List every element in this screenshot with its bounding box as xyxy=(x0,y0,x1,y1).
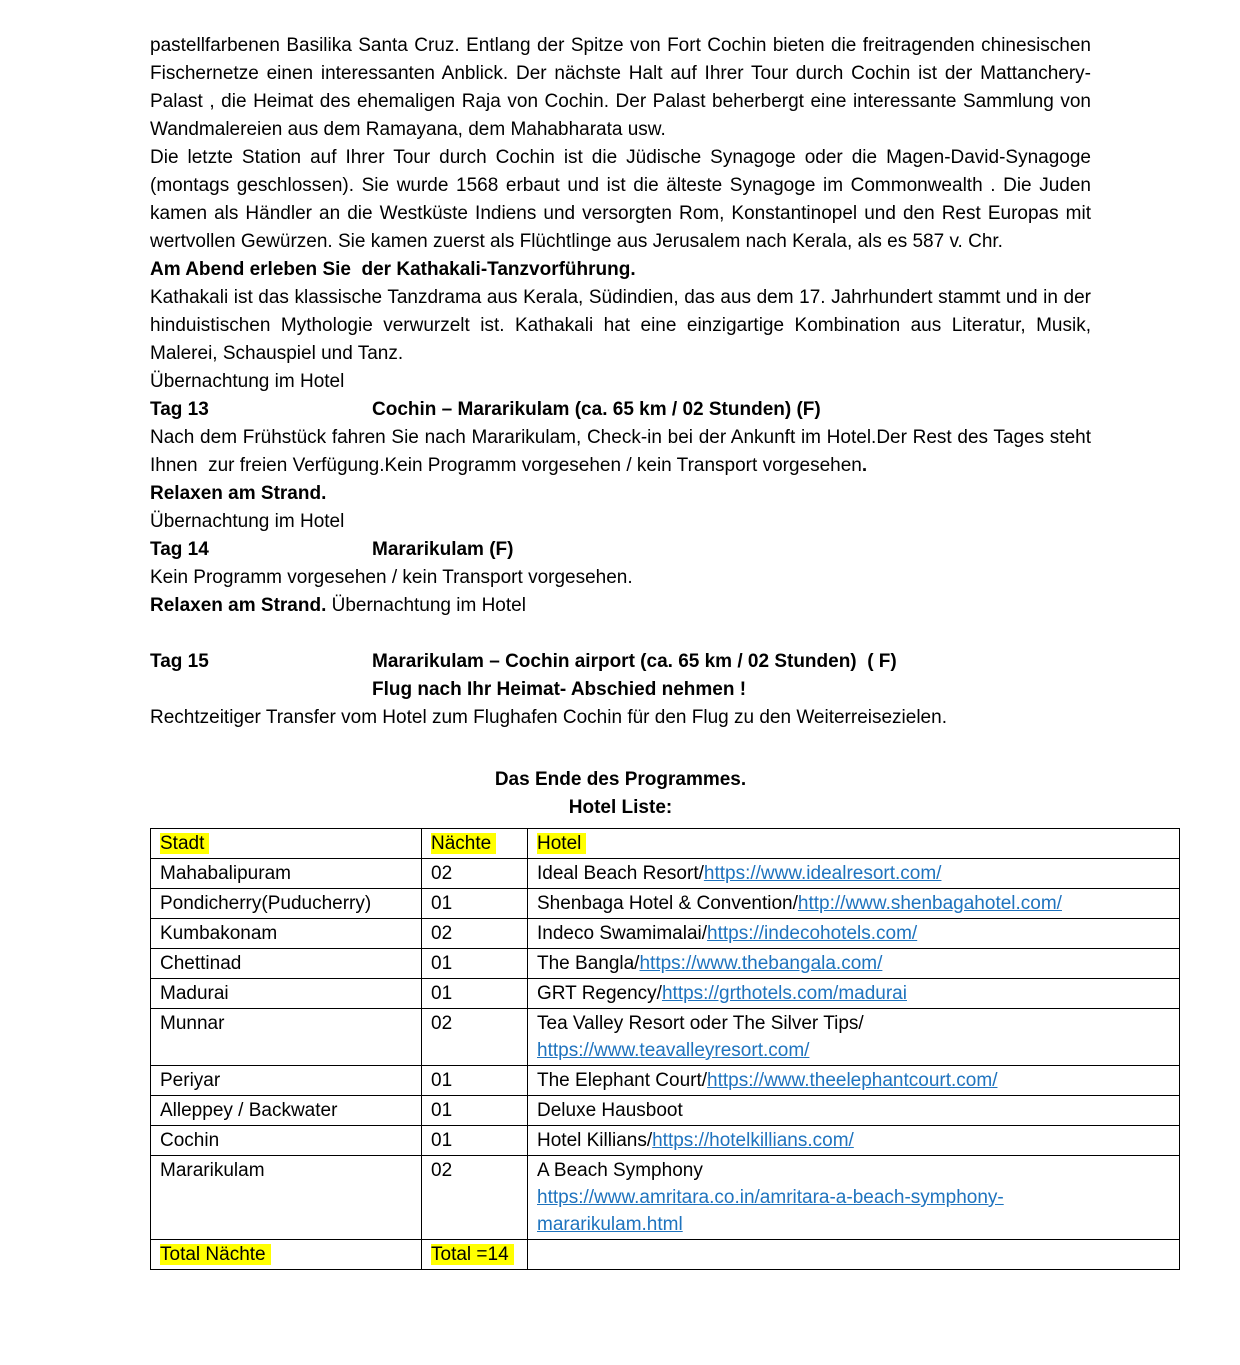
hotel-table-row xyxy=(151,859,1180,889)
hotel-name-line xyxy=(537,1097,1170,1124)
hotel-name-line xyxy=(537,1067,1170,1094)
spacer xyxy=(150,732,1091,760)
nights-text: 01 xyxy=(431,1070,453,1091)
nights-text: 02 xyxy=(431,923,453,944)
hotel-cell xyxy=(528,889,1180,919)
hotel-name-text: A Beach Symphony xyxy=(537,1160,703,1181)
day13-overnight-note: Übernachtung im Hotel xyxy=(150,511,345,532)
hotel-name-text: The Bangla/ xyxy=(537,953,640,974)
hotel-table-row xyxy=(151,949,1180,979)
nights-text: 01 xyxy=(431,1130,453,1151)
intro-paragraph-synagogue: Die letzte Station auf Ihrer Tour durch Cochin ist die Jüdische Synagoge oder die Magen-David-Synagoge (montags geschlossen). Sie wurde 1568 erbaut und ist die älteste Synagoge im Commonwealth . Die Juden kamen als Händler an die Westküste Indiens und versorgten Rom, Konstantinopel und den Rest Europas mit wertvollen Gewürzen. Sie kamen zuerst als Flüchtlinge aus Jerusalem nach Kerala, als es 587 v. Chr. xyxy=(150,147,1091,252)
itinerary-text-column xyxy=(150,32,1091,822)
hotel-name-line xyxy=(537,1157,1170,1184)
hotel-name-line xyxy=(537,890,1170,917)
hotel-cell xyxy=(528,979,1180,1009)
nights-text: 01 xyxy=(431,983,453,1004)
total-label-text: Total Nächte xyxy=(160,1244,271,1265)
city-text: Kumbakonam xyxy=(160,923,278,944)
nights-text: 01 xyxy=(431,893,453,914)
nights-text: 01 xyxy=(431,953,453,974)
total-empty-cell xyxy=(528,1240,1180,1270)
city-text: Alleppey / Backwater xyxy=(160,1100,338,1121)
hotel-cell xyxy=(528,859,1180,889)
hotel-table-row xyxy=(151,979,1180,1009)
nights-cell xyxy=(422,979,528,1009)
hotel-name-text: Hotel Killians/ xyxy=(537,1130,653,1151)
hotel-table-row xyxy=(151,889,1180,919)
hotel-table-header-row xyxy=(151,829,1180,859)
city-text: Periyar xyxy=(160,1070,221,1091)
hotel-name-text: Deluxe Hausboot xyxy=(537,1100,683,1121)
hotel-link[interactable]: http://www.shenbagahotel.com/ xyxy=(797,893,1062,914)
hotel-link[interactable]: https://www.teavalleyresort.com/ xyxy=(537,1040,810,1061)
total-nights-text: Total =14 xyxy=(431,1244,514,1265)
city-text: Madurai xyxy=(160,983,229,1004)
hotel-link[interactable]: https://indecohotels.com/ xyxy=(707,923,918,944)
header-city-text: Stadt xyxy=(160,833,209,854)
day14-overnight-note: Übernachtung im Hotel xyxy=(326,595,526,616)
program-end-line: Das Ende des Programmes. xyxy=(494,769,747,790)
nights-text: 02 xyxy=(431,1160,453,1181)
hotel-link[interactable]: mararikulam.html xyxy=(537,1214,683,1235)
city-cell xyxy=(151,1126,422,1156)
nights-cell xyxy=(422,889,528,919)
hotel-cell xyxy=(528,949,1180,979)
city-text: Pondicherry(Puducherry) xyxy=(160,893,372,914)
hotel-link[interactable]: https://www.theelephantcourt.com/ xyxy=(707,1070,998,1091)
day15-body-paragraph: Rechtzeitiger Transfer vom Hotel zum Flughafen Cochin für den Flug zu den Weiterreisezielen. xyxy=(150,707,947,728)
day13-relax-note: Relaxen am Strand. xyxy=(150,483,327,504)
evening-kathakali-heading: Am Abend erleben Sie der Kathakali-Tanzvorführung. xyxy=(150,259,636,280)
city-text: Mahabalipuram xyxy=(160,863,291,884)
nights-cell xyxy=(422,1156,528,1240)
header-nights-text: Nächte xyxy=(431,833,496,854)
header-cell-city xyxy=(151,829,422,859)
day13-body-text: Nach dem Frühstück fahren Sie nach Mararikulam, Check-in bei der Ankunft im Hotel.Der Rest des Tages steht Ihnen zur freien Verfügung.Kein Programm vorgesehen / kein Transport vorgesehen xyxy=(150,427,1091,476)
hotel-list-heading: Hotel Liste: xyxy=(568,797,673,818)
hotel-link[interactable]: https://hotelkillians.com/ xyxy=(652,1130,854,1151)
header-cell-hotel xyxy=(528,829,1180,859)
hotel-table xyxy=(150,828,1180,1270)
intro-paragraph-cochin-tour: pastellfarbenen Basilika Santa Cruz. Entlang der Spitze von Fort Cochin bieten die freitragenden chinesischen Fischernetze einen interessanten Anblick. Der nächste Halt auf Ihrer Tour durch Cochin ist der Mattanchery-Palast , die Heimat des ehemaligen Raja von Cochin. Der Palast beherbergt eine interessante Sammlung von Wandmalereien aus dem Ramayana, dem Mahabharata usw. xyxy=(150,35,1091,140)
hotel-name-text: The Elephant Court/ xyxy=(537,1070,708,1091)
day15-label: Tag 15 xyxy=(150,651,209,672)
day15-title: Mararikulam – Cochin airport (ca. 65 km / 02 Stunden) ( F) xyxy=(372,651,897,672)
hotel-link-line xyxy=(537,1037,1170,1064)
nights-cell xyxy=(422,919,528,949)
city-cell xyxy=(151,1009,422,1066)
day15-subtitle: Flug nach Ihr Heimat- Abschied nehmen ! xyxy=(372,679,747,700)
city-cell xyxy=(151,889,422,919)
hotel-name-text: Indeco Swamimalai/ xyxy=(537,923,708,944)
total-nights-cell xyxy=(422,1240,528,1270)
city-cell xyxy=(151,1066,422,1096)
hotel-table-row xyxy=(151,1066,1180,1096)
city-cell xyxy=(151,919,422,949)
spacer xyxy=(150,620,1091,648)
day13-body-paragraph xyxy=(150,424,1091,480)
hotel-name-line xyxy=(537,980,1170,1007)
hotel-table-row xyxy=(151,919,1180,949)
nights-cell xyxy=(422,1066,528,1096)
city-cell xyxy=(151,859,422,889)
kathakali-description-paragraph: Kathakali ist das klassische Tanzdrama aus Kerala, Südindien, das aus dem 17. Jahrhundert stammt und in der hinduistischen Mythologie verwurzelt ist. Kathakali hat eine einzigartige Kombination aus Literatur, Musik, Malerei, Schauspiel und Tanz. xyxy=(150,287,1091,364)
nights-cell xyxy=(422,949,528,979)
hotel-name-text: Ideal Beach Resort/ xyxy=(537,863,704,884)
day14-relax-overnight-line xyxy=(150,592,1091,620)
hotel-cell xyxy=(528,1096,1180,1126)
hotel-link-line xyxy=(537,1184,1170,1211)
city-text: Mararikulam xyxy=(160,1160,265,1181)
day14-heading xyxy=(150,536,1091,564)
hotel-link[interactable]: https://www.idealresort.com/ xyxy=(703,863,942,884)
hotel-table-row xyxy=(151,1009,1180,1066)
city-cell xyxy=(151,1096,422,1126)
hotel-link[interactable]: https://www.amritara.co.in/amritara-a-beach-symphony- xyxy=(537,1187,1004,1208)
day14-label: Tag 14 xyxy=(150,539,209,560)
hotel-name-line xyxy=(537,950,1170,977)
hotel-link[interactable]: https://grthotels.com/madurai xyxy=(661,983,907,1004)
hotel-table-row xyxy=(151,1126,1180,1156)
hotel-cell xyxy=(528,1156,1180,1240)
city-text: Chettinad xyxy=(160,953,242,974)
hotel-link-line xyxy=(537,1211,1170,1238)
day14-title: Mararikulam (F) xyxy=(372,539,514,560)
hotel-table-footer xyxy=(151,1240,1180,1270)
nights-cell xyxy=(422,1096,528,1126)
city-cell xyxy=(151,949,422,979)
header-hotel-text: Hotel xyxy=(537,833,586,854)
hotel-table-total-row xyxy=(151,1240,1180,1270)
city-text: Cochin xyxy=(160,1130,220,1151)
hotel-name-text: Tea Valley Resort oder The Silver Tips/ xyxy=(537,1013,864,1034)
hotel-name-line xyxy=(537,1010,1170,1037)
hotel-table-body xyxy=(151,859,1180,1240)
nights-cell xyxy=(422,859,528,889)
hotel-cell xyxy=(528,1009,1180,1066)
hotel-name-text: Shenbaga Hotel & Convention/ xyxy=(537,893,798,914)
nights-cell xyxy=(422,1009,528,1066)
hotel-cell xyxy=(528,919,1180,949)
total-label-cell xyxy=(151,1240,422,1270)
hotel-name-line xyxy=(537,920,1170,947)
day13-label: Tag 13 xyxy=(150,399,209,420)
hotel-name-line xyxy=(537,1127,1170,1154)
hotel-table-row xyxy=(151,1096,1180,1126)
hotel-cell xyxy=(528,1126,1180,1156)
city-cell xyxy=(151,1156,422,1240)
hotel-table-header xyxy=(151,829,1180,859)
hotel-cell xyxy=(528,1066,1180,1096)
hotel-name-line xyxy=(537,860,1170,887)
hotel-name-text: GRT Regency/ xyxy=(537,983,662,1004)
day13-heading xyxy=(150,396,1091,424)
overnight-note: Übernachtung im Hotel xyxy=(150,371,345,392)
nights-text: 02 xyxy=(431,1013,453,1034)
day13-body-tail: . xyxy=(861,455,868,476)
city-text: Munnar xyxy=(160,1013,225,1034)
day14-body-paragraph: Kein Programm vorgesehen / kein Transport vorgesehen. xyxy=(150,567,633,588)
hotel-table-row xyxy=(151,1156,1180,1240)
day15-heading xyxy=(150,648,1091,676)
nights-text: 02 xyxy=(431,863,453,884)
hotel-link[interactable]: https://www.thebangala.com/ xyxy=(639,953,883,974)
city-cell xyxy=(151,979,422,1009)
nights-text: 01 xyxy=(431,1100,453,1121)
day13-title: Cochin – Mararikulam (ca. 65 km / 02 Stunden) (F) xyxy=(372,399,821,420)
header-cell-nights xyxy=(422,829,528,859)
nights-cell xyxy=(422,1126,528,1156)
day14-relax-note: Relaxen am Strand. xyxy=(150,595,327,616)
